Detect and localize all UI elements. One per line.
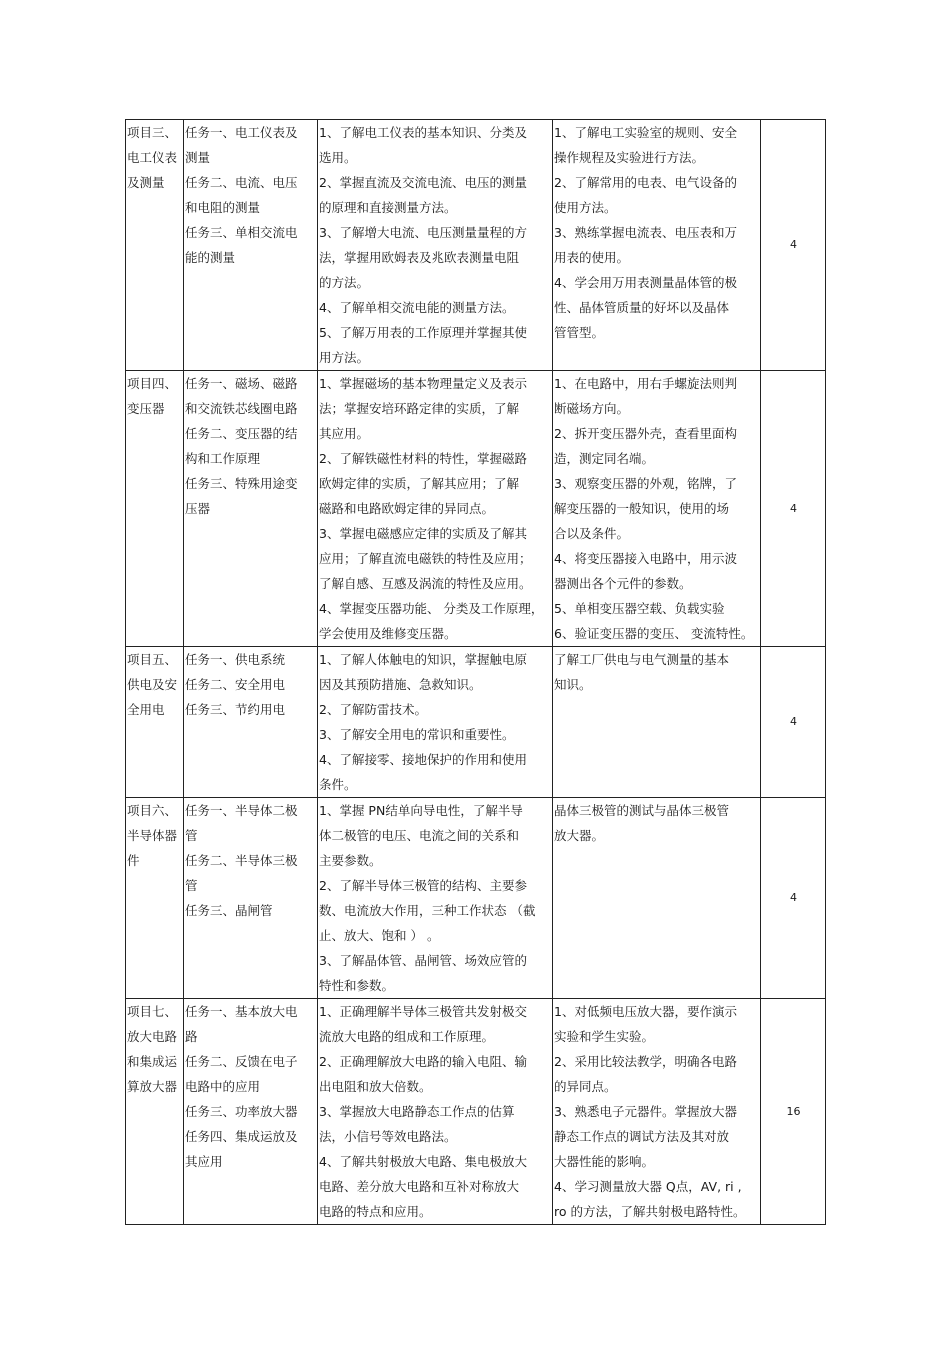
cell-line: 全用电: [127, 702, 165, 717]
cell-line: 4、了解接零、接地保护的作用和使用: [319, 752, 527, 767]
knowledge-cell: [318, 120, 553, 371]
hours-cell: 4: [761, 371, 826, 647]
cell-line: 3、掌握放大电路静态工作点的估算: [319, 1104, 515, 1119]
table-row: [126, 647, 826, 798]
cell-line: ro 的方法，了解共射极电路特性。: [554, 1204, 746, 1219]
project-cell: [126, 798, 184, 999]
cell-line: 变压器: [127, 401, 165, 416]
table-row: [126, 798, 826, 999]
cell-line: 其应用。: [319, 426, 370, 441]
cell-line: 4、了解单相交流电能的测量方法。: [319, 300, 515, 315]
cell-line: 特性和参数。: [319, 978, 395, 993]
cell-line: 出电阻和放大倍数。: [319, 1079, 432, 1094]
cell-line: 合以及条件。: [554, 526, 630, 541]
cell-line: 任务二、反馈在电子: [185, 1054, 298, 1069]
cell-line: 3、掌握电磁感应定律的实质及了解其: [319, 526, 527, 541]
cell-line: 管管型。: [554, 325, 605, 340]
cell-line: 断磁场方向。: [554, 401, 630, 416]
cell-line: 止、放大、饱和 ） 。: [319, 928, 440, 943]
cell-line: 放大器。: [554, 828, 605, 843]
cell-line: 任务一、磁场、磁路: [185, 376, 298, 391]
cell-line: 1、了解人体触电的知识，掌握触电原: [319, 652, 527, 667]
cell-line: 的方法。: [319, 275, 370, 290]
table-row: [126, 120, 826, 371]
table-row: [126, 371, 826, 647]
cell-line: 4、将变压器接入电路中，用示波: [554, 551, 737, 566]
cell-line: 学会使用及维修变压器。: [319, 626, 457, 641]
cell-line: 5、了解万用表的工作原理并掌握其使: [319, 325, 527, 340]
knowledge-cell: [318, 647, 553, 798]
cell-line: 的原理和直接测量方法。: [319, 200, 457, 215]
cell-line: 测量: [185, 150, 211, 165]
cell-line: 使用方法。: [554, 200, 617, 215]
cell-line: 1、正确理解半导体三极管共发射极交: [319, 1004, 527, 1019]
cell-line: 选用。: [319, 150, 357, 165]
project-cell: [126, 371, 184, 647]
cell-line: 3、了解安全用电的常识和重要性。: [319, 727, 515, 742]
tasks-cell: [184, 798, 318, 999]
cell-line: 能的测量: [185, 250, 236, 265]
cell-line: 任务一、基本放大电: [185, 1004, 298, 1019]
cell-line: 磁路和电路欧姆定律的异同点。: [319, 501, 495, 516]
cell-line: 造，测定同名端。: [554, 451, 655, 466]
cell-line: 任务二、电流、电压: [185, 175, 298, 190]
cell-line: 任务一、半导体二极: [185, 803, 298, 818]
curriculum-table-body: [126, 120, 826, 1225]
hours-cell: 4: [761, 120, 826, 371]
cell-line: 流放大电路的组成和工作原理。: [319, 1029, 495, 1044]
cell-line: 体二极管的电压、电流之间的关系和: [319, 828, 520, 843]
cell-line: 电路的特点和应用。: [319, 1204, 432, 1219]
cell-line: 任务二、变压器的结: [185, 426, 298, 441]
cell-line: 供电及安: [127, 677, 178, 692]
cell-line: 1、了解电工实验室的规则、安全: [554, 125, 737, 140]
project-cell: [126, 120, 184, 371]
cell-line: 电路、差分放大电路和互补对称放大: [319, 1179, 520, 1194]
cell-line: 和电阻的测量: [185, 200, 261, 215]
cell-line: 任务一、电工仪表及: [185, 125, 298, 140]
cell-line: 4、掌握变压器功能、 分类及工作原理，: [319, 601, 544, 616]
cell-line: 2、了解半导体三极管的结构、主要参: [319, 878, 527, 893]
cell-line: 应用；了解直流电磁铁的特性及应用；: [319, 551, 532, 566]
cell-line: 2、掌握直流及交流电流、电压的测量: [319, 175, 527, 190]
cell-line: 主要参数。: [319, 853, 382, 868]
cell-line: 3、了解增大电流、电压测量量程的方: [319, 225, 527, 240]
cell-line: 条件。: [319, 777, 357, 792]
skills-cell: [553, 371, 761, 647]
cell-line: 项目五、: [127, 652, 178, 667]
cell-line: 了解自感、互感及涡流的特性及应用。: [319, 576, 532, 591]
cell-line: 2、了解常用的电表、电气设备的: [554, 175, 737, 190]
cell-line: 半导体器: [127, 828, 178, 843]
cell-line: 任务四、集成运放及: [185, 1129, 298, 1144]
cell-line: 放大电路: [127, 1029, 178, 1044]
cell-line: 性、晶体管质量的好坏以及晶体: [554, 300, 730, 315]
cell-line: 构和工作原理: [185, 451, 261, 466]
cell-line: 大器性能的影响。: [554, 1154, 655, 1169]
cell-line: 静态工作点的调试方法及其对放: [554, 1129, 730, 1144]
cell-line: 3、熟练掌握电流表、电压表和万: [554, 225, 737, 240]
cell-line: 路: [185, 1029, 198, 1044]
tasks-cell: [184, 647, 318, 798]
cell-line: 任务三、晶闸管: [185, 903, 273, 918]
cell-line: 1、了解电工仪表的基本知识、分类及: [319, 125, 527, 140]
cell-line: 任务二、半导体三极: [185, 853, 298, 868]
cell-line: 了解工厂供电与电气测量的基本: [554, 652, 730, 667]
skills-cell: [553, 120, 761, 371]
cell-line: 管: [185, 828, 198, 843]
cell-line: 任务二、安全用电: [185, 677, 286, 692]
cell-line: 1、掌握磁场的基本物理量定义及表示: [319, 376, 527, 391]
cell-line: 操作规程及实验进行方法。: [554, 150, 705, 165]
cell-line: 6、验证变压器的变压、 变流特性。: [554, 626, 754, 641]
project-cell: [126, 647, 184, 798]
cell-line: 算放大器: [127, 1079, 178, 1094]
cell-line: 任务一、供电系统: [185, 652, 286, 667]
cell-line: 2、正确理解放大电路的输入电阻、输: [319, 1054, 527, 1069]
knowledge-cell: [318, 371, 553, 647]
cell-line: 任务三、特殊用途变: [185, 476, 298, 491]
cell-line: 项目三、: [127, 125, 178, 140]
cell-line: 任务三、单相交流电: [185, 225, 298, 240]
cell-line: 压器: [185, 501, 211, 516]
knowledge-cell: [318, 999, 553, 1225]
cell-line: 2、拆开变压器外壳，查看里面构: [554, 426, 737, 441]
cell-line: 4、学会用万用表测量晶体管的极: [554, 275, 737, 290]
project-cell: [126, 999, 184, 1225]
cell-line: 器测出各个元件的参数。: [554, 576, 692, 591]
cell-line: 4、学习测量放大器 Q点，AV, ri ,: [554, 1179, 742, 1194]
cell-line: 1、掌握 PN结单向导电性，了解半导: [319, 803, 523, 818]
cell-line: 2、采用比较法教学，明确各电路: [554, 1054, 737, 1069]
cell-line: 4、了解共射极放大电路、集电极放大: [319, 1154, 527, 1169]
tasks-cell: [184, 371, 318, 647]
cell-line: 数、电流放大作用，三种工作状态 （截: [319, 903, 536, 918]
cell-line: 法，小信号等效电路法。: [319, 1129, 457, 1144]
cell-line: 用方法。: [319, 350, 370, 365]
skills-cell: [553, 798, 761, 999]
cell-line: 项目六、: [127, 803, 178, 818]
cell-line: 欧姆定律的实质，了解其应用；了解: [319, 476, 520, 491]
cell-line: 解变压器的一般知识，使用的场: [554, 501, 730, 516]
cell-line: 因及其预防措施、急救知识。: [319, 677, 482, 692]
cell-line: 任务三、功率放大器: [185, 1104, 298, 1119]
hours-cell: 4: [761, 647, 826, 798]
hours-cell: 4: [761, 798, 826, 999]
cell-line: 法，掌握用欧姆表及兆欧表测量电阻: [319, 250, 520, 265]
cell-line: 知识。: [554, 677, 592, 692]
knowledge-cell: [318, 798, 553, 999]
cell-line: 2、了解防雷技术。: [319, 702, 427, 717]
cell-line: 其应用: [185, 1154, 223, 1169]
cell-line: 和交流铁芯线圈电路: [185, 401, 298, 416]
tasks-cell: [184, 120, 318, 371]
skills-cell: [553, 647, 761, 798]
cell-line: 5、单相变压器空载、负载实验: [554, 601, 725, 616]
cell-line: 3、观察变压器的外观，铭牌，了: [554, 476, 737, 491]
table-row: [126, 999, 826, 1225]
cell-line: 管: [185, 878, 198, 893]
cell-line: 电工仪表: [127, 150, 178, 165]
cell-line: 2、了解铁磁性材料的特性，掌握磁路: [319, 451, 527, 466]
skills-cell: [553, 999, 761, 1225]
cell-line: 实验和学生实验。: [554, 1029, 655, 1044]
cell-line: 及测量: [127, 175, 165, 190]
cell-line: 的异同点。: [554, 1079, 617, 1094]
cell-line: 件: [127, 853, 140, 868]
cell-line: 3、了解晶体管、晶闸管、场效应管的: [319, 953, 527, 968]
cell-line: 用表的使用。: [554, 250, 630, 265]
cell-line: 任务三、节约用电: [185, 702, 286, 717]
cell-line: 1、对低频电压放大器，要作演示: [554, 1004, 737, 1019]
tasks-cell: [184, 999, 318, 1225]
cell-line: 项目四、: [127, 376, 178, 391]
cell-line: 晶体三极管的测试与晶体三极管: [554, 803, 730, 818]
hours-cell: 16: [761, 999, 826, 1225]
cell-line: 1、在电路中，用右手螺旋法则判: [554, 376, 737, 391]
cell-line: 和集成运: [127, 1054, 178, 1069]
cell-line: 3、熟悉电子元器件。掌握放大器: [554, 1104, 737, 1119]
curriculum-table: [125, 119, 826, 1225]
cell-line: 电路中的应用: [185, 1079, 261, 1094]
cell-line: 项目七、: [127, 1004, 178, 1019]
cell-line: 法；掌握安培环路定律的实质，了解: [319, 401, 520, 416]
